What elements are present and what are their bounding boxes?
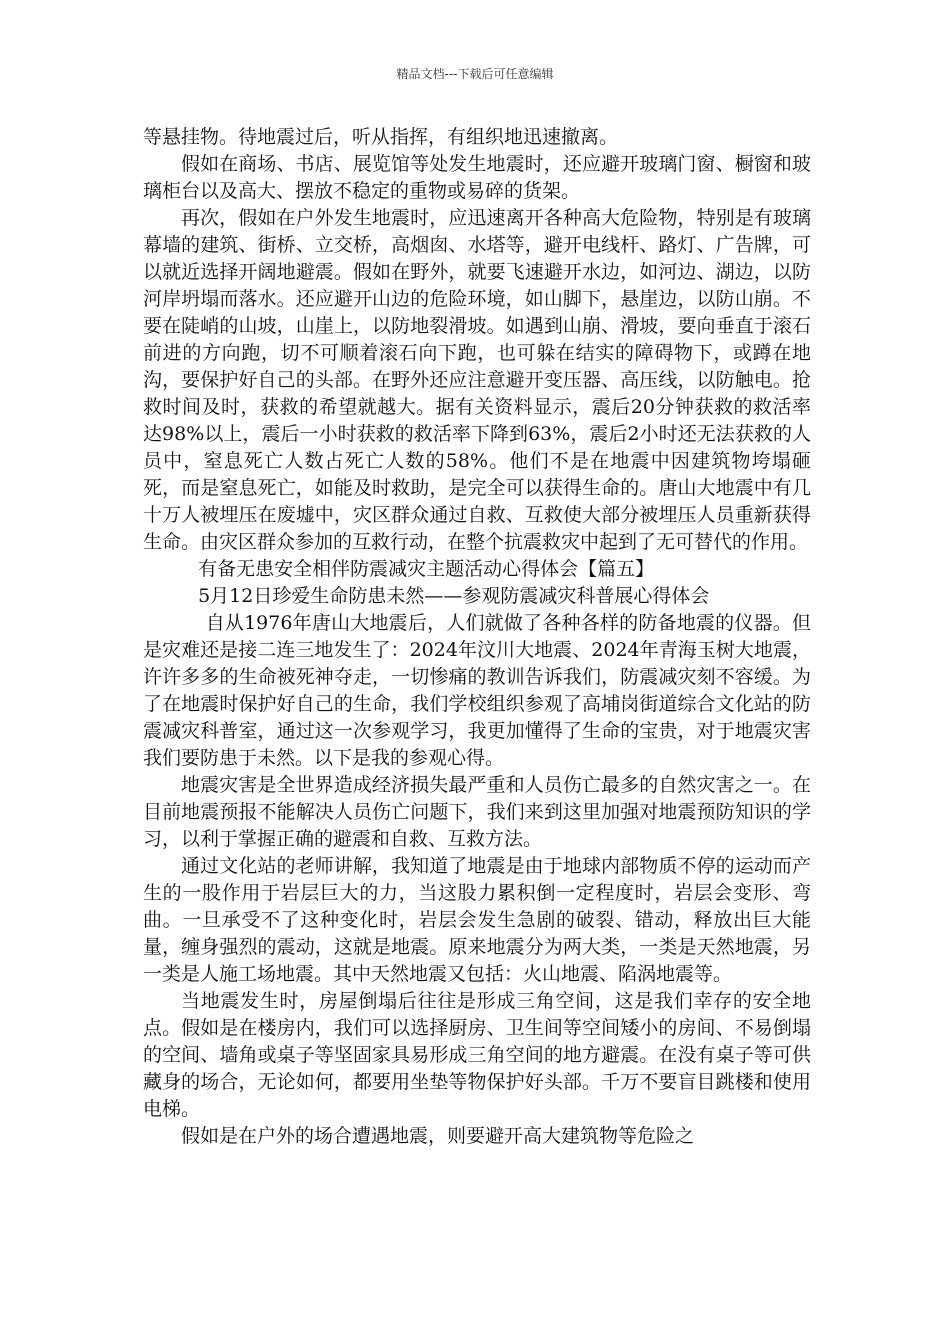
paragraph-intro: 自从1976年唐山大地震后，人们就做了各种各样的防备地震的仪器。但是灾难还是接二连三地发生了：2024年汶川大地震、2024年青海玉树大地震，许许多多的生命被死神夺走，一切惨痛的教训告诉我们，防震减灾刻不容缓。为了在地震时保护好自己的生命，我们学校组织参观了高埔岗街道综合文化站的防震减灾科普室，通过这一次参观学习，我更加懂得了生命的宝贵，对于地震灾害我们要防患于未然。以下是我的参观心得。 bbox=[143, 612, 811, 769]
paragraph-triangle-space: 当地震发生时，房屋倒塌后往往是形成三角空间，这是我们幸存的安全地点。假如是在楼房内，我们可以选择厨房、卫生间等空间矮小的房间、不易倒塌的空间、墙角或桌子等坚固家具易形成三角空间的地方避震。在没有桌子等可供藏身的场合，无论如何，都要用坐垫等物保护好头部。千万不要盲目跳楼和使用电梯。 bbox=[143, 990, 811, 1120]
section-subtitle: 5月12日珍爱生命防患未然——参观防震减灾科普展心得体会 bbox=[198, 585, 710, 607]
document-body bbox=[143, 124, 811, 1150]
paragraph-explanation: 通过文化站的老师讲解，我知道了地震是由于地球内部物质不停的运动而产生的一股作用于岩层巨大的力，当这股力累积倒一定程度时，岩层会变形、弯曲。一旦承受不了这种变化时，岩层会发生急剧的破裂、错动，释放出巨大能量，缠身强烈的震动，这就是地震。原来地震分为两大类，一类是天然地震，另一类是人施工场地震。其中天然地震又包括：火山地震、陷涡地震等。 bbox=[143, 855, 811, 985]
paragraph-outdoor: 假如是在户外的场合遭遇地震，则要避开高大建筑物等危险之 bbox=[181, 1125, 695, 1147]
paragraph-outdoor-safety: 再次，假如在户外发生地震时，应迅速离开各种高大危险物，特别是有玻璃幕墙的建筑、街桥、立交桥，高烟囱、水塔等，避开电线杆、路灯、广告牌，可以就近选择开阔地避震。假如在野外，就要飞速避开水边，如河边、湖边，以防河岸坍塌而落水。还应避开山边的危险环境，如山脚下，悬崖边，以防山崩。不要在陡峭的山坡，山崖上，以防地裂滑坡。如遇到山崩、滑坡，要向垂直于滚石前进的方向跑，切不可顺着滚石向下跑，也可躲在结实的障碍物下，或蹲在地沟，要保护好自己的头部。在野外还应注意避开变压器、高压线，以防触电。抢救时间及时，获救的希望就越大。据有关资料显示，震后20分钟获救的救活率达98%以上，震后一小时获救的救活率下降到63%，震后2小时还无法获救的人员中，窒息死亡人数占死亡人数的58%。他们不是在地震中因建筑物垮塌砸死，而是窒息死亡，如能及时救助，是完全可以获得生命的。唐山大地震中有几十万人被埋压在废墟中，灾区群众通过自救、互救使大部分被埋压人员重新获得生命。由灾区群众参加的互救行动，在整个抗震救灾中起到了无可替代的作用。 bbox=[143, 207, 811, 553]
page-header: 精品文档---下载后可任意编辑 bbox=[396, 67, 554, 81]
section-title: 有备无患安全相伴防震减灾主题活动心得体会【篇五】 bbox=[198, 558, 655, 580]
paragraph-disaster: 地震灾害是全世界造成经济损失最严重和人员伤亡最多的自然灾害之一。在目前地震预报不能解决人员伤亡问题下，我们来到这里加强对地震预防知识的学习，以利于掌握正确的避震和自救、互救方法。 bbox=[143, 774, 811, 850]
paragraph-continuation: 等悬挂物。待地震过后，听从指挥，有组织地迅速撤离。 bbox=[143, 126, 619, 148]
paragraph-mall-safety: 假如在商场、书店、展览馆等处发生地震时，还应避开玻璃门窗、橱窗和玻璃柜台以及高大、摆放不稳定的重物或易碎的货架。 bbox=[143, 153, 811, 202]
